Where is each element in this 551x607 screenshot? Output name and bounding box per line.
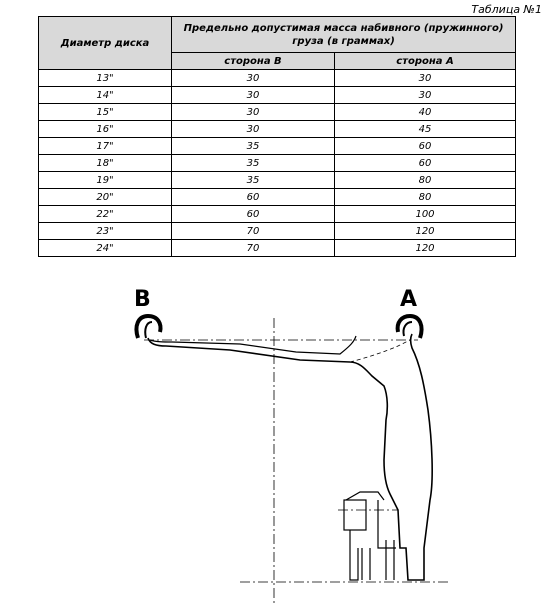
disk-hidden-line: [350, 340, 410, 362]
header-side-a: сторона А: [335, 53, 516, 70]
cell-diameter: 18": [39, 155, 172, 172]
cell-side-a: 60: [335, 138, 516, 155]
cell-side-b: 30: [172, 121, 335, 138]
cell-side-a: 100: [335, 206, 516, 223]
cell-side-b: 30: [172, 87, 335, 104]
cell-side-a: 60: [335, 155, 516, 172]
weight-clip-b-icon: [136, 316, 160, 338]
cell-side-b: 30: [172, 70, 335, 87]
cell-side-b: 60: [172, 189, 335, 206]
rim-inner-contour: [150, 336, 356, 354]
hub-section: [344, 492, 396, 580]
weight-clip-a-icon: [398, 316, 422, 338]
cell-diameter: 13": [39, 70, 172, 87]
cell-side-b: 30: [172, 104, 335, 121]
cell-diameter: 23": [39, 223, 172, 240]
side-a-label: A: [400, 287, 418, 312]
cell-diameter: 24": [39, 240, 172, 257]
cell-side-a: 120: [335, 223, 516, 240]
cell-diameter: 16": [39, 121, 172, 138]
cell-diameter: 17": [39, 138, 172, 155]
cell-diameter: 19": [39, 172, 172, 189]
cell-side-b: 35: [172, 138, 335, 155]
cell-side-a: 30: [335, 87, 516, 104]
cell-diameter: 22": [39, 206, 172, 223]
table-caption: Таблица №1: [471, 3, 542, 16]
cell-diameter: 15": [39, 104, 172, 121]
cell-side-a: 120: [335, 240, 516, 257]
cell-diameter: 14": [39, 87, 172, 104]
cell-side-a: 40: [335, 104, 516, 121]
side-b-label: B: [134, 287, 151, 312]
cell-diameter: 20": [39, 189, 172, 206]
cell-side-b: 70: [172, 223, 335, 240]
header-mass: Предельно допустимая масса набивного (пружинного) груза (в граммах): [172, 17, 516, 53]
cell-side-a: 30: [335, 70, 516, 87]
cell-side-a: 80: [335, 189, 516, 206]
header-side-b: сторона В: [172, 53, 335, 70]
header-diameter: Диаметр диска: [39, 17, 172, 70]
cell-side-a: 80: [335, 172, 516, 189]
cell-side-b: 35: [172, 172, 335, 189]
cell-side-b: 35: [172, 155, 335, 172]
cell-side-b: 60: [172, 206, 335, 223]
cell-side-a: 45: [335, 121, 516, 138]
rim-outer-contour: [148, 334, 432, 580]
cell-side-b: 70: [172, 240, 335, 257]
